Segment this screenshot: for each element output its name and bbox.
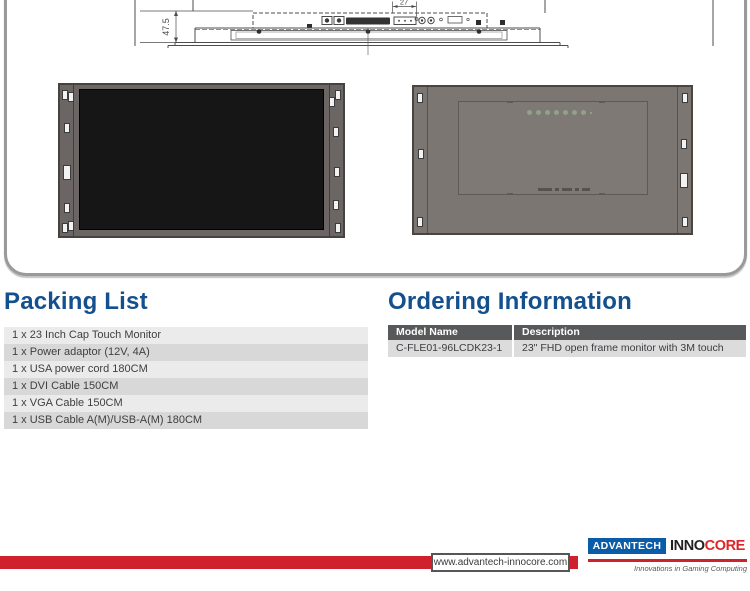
website-url[interactable]: www.advantech-innocore.com [431, 553, 570, 572]
screw-mark [599, 101, 605, 103]
description-cell: 23" FHD open frame monitor with 3M touch [514, 340, 746, 357]
osd-button [536, 110, 541, 115]
rear-view-image [412, 85, 693, 235]
mounting-hole [333, 200, 339, 210]
innocore-logo-core: CORE [704, 538, 745, 554]
osd-button [545, 110, 550, 115]
ordering-table-header [388, 325, 746, 340]
ordering-table [388, 325, 746, 357]
packing-list-item: 1 x DVI Cable 150CM [4, 378, 368, 395]
frame-fold-line [329, 85, 330, 236]
packing-list-item: 1 x VGA Cable 150CM [4, 395, 368, 412]
osd-button-row [527, 110, 596, 115]
ordering-information-title: Ordering Information [388, 288, 632, 315]
column-header-model-name: Model Name [388, 325, 512, 340]
mounting-hole [63, 165, 71, 180]
mounting-hole [335, 223, 341, 233]
osd-button [563, 110, 568, 115]
packing-list-item: 1 x USB Cable A(M)/USB-A(M) 180CM [4, 412, 368, 429]
mounting-hole [64, 203, 70, 213]
mounting-hole [68, 221, 74, 231]
front-view-image [58, 83, 345, 238]
osd-button [527, 110, 532, 115]
mounting-hole [333, 127, 339, 137]
mounting-hole [64, 123, 70, 133]
mounting-hole [329, 97, 335, 107]
brand-tagline: Innovations in Gaming Computing [634, 564, 747, 573]
advantech-logo: ADVANTECH [588, 538, 666, 554]
osd-button [572, 110, 577, 115]
innocore-logo [670, 538, 745, 554]
packing-list-item: 1 x 23 Inch Cap Touch Monitor [4, 327, 368, 344]
frame-fold-line [427, 87, 428, 233]
table-row [388, 340, 746, 357]
rear-cover [458, 101, 648, 195]
mounting-hole [682, 217, 688, 227]
width-dimension-label: 27 [399, 0, 409, 7]
lcd-screen [79, 89, 324, 230]
height-dimension-label: 47.5 [161, 18, 171, 36]
screw-mark [507, 101, 513, 103]
packing-list-item: 1 x Power adaptor (12V, 4A) [4, 344, 368, 361]
screw-mark [507, 193, 513, 195]
frame-fold-line [677, 87, 678, 233]
logo-underline [588, 559, 747, 562]
mounting-hole [335, 90, 341, 100]
mounting-hole [68, 92, 74, 102]
packing-list-title: Packing List [4, 288, 148, 315]
mounting-hole [680, 173, 688, 188]
osd-button [581, 110, 586, 115]
mounting-hole [417, 93, 423, 103]
mounting-hole [682, 93, 688, 103]
osd-button [554, 110, 559, 115]
column-header-description: Description [514, 325, 746, 340]
frame-fold-line [73, 85, 74, 236]
screw-mark [599, 193, 605, 195]
packing-list [4, 327, 368, 429]
innocore-logo-inno: INNO [670, 538, 705, 554]
dimension-drawing [0, 0, 750, 58]
power-led [590, 112, 592, 114]
mounting-hole [681, 139, 687, 149]
packing-list-item: 1 x USA power cord 180CM [4, 361, 368, 378]
model-name-cell: C-FLE01-96LCDK23-1 [388, 340, 512, 357]
mounting-hole [417, 217, 423, 227]
io-connector-strip [538, 188, 593, 191]
mounting-hole [418, 149, 424, 159]
mounting-hole [334, 167, 340, 177]
